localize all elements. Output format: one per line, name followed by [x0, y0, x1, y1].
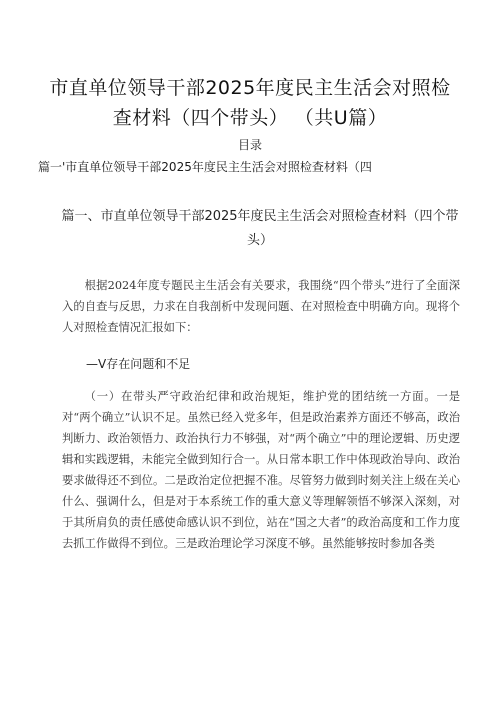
section-title: 篇一、市直单位领导干部2025年度民主生活会对照检查材料（四个带头）	[61, 209, 459, 248]
document-title-line-2: 查材料（四个带头） （共U篇）	[112, 107, 388, 129]
subheading: —V存在问题和不足	[86, 357, 191, 371]
toc-heading: 目录	[237, 138, 262, 152]
document-title-line-1: 市直单位领导干部2025年度民主生活会对照检	[49, 77, 451, 99]
body-paragraph: （一）在带头严守政治纪律和政治规矩，维护党的团结统一方面。一是对“两个确立”认识不足。虽然已经入党多年，但是政治素养方面还不够高，政治判断力、政治领悟力、政治执行力不够强，对“两个确立”中的理论逻辑、历史逻辑和实践逻辑，未能完全做到知行合一。从日常本职工作中体现政治导向、政治要求做得还不到位。二是政治定位把握不准。尽管努力做到时刻关注上级在关心什么、强调什么，但是对于本系统工作的重大意义等理解领悟不够深入深刻，对于其所肩负的责任感使命感认识不到位，站在“国之大者”的政治高度和工作力度去抓工作做得不到位。三是政治理论学习深度不够。虽然能够按时参加各类	[62, 390, 460, 550]
toc-entry[interactable]: 篇一'市直单位领导干部2025年度民主生活会对照检查材料（四	[38, 160, 372, 174]
intro-paragraph: 根据2024年度专题民主生活会有关要求，我围绕“四个带头”进行了全面深入的自查与反思，力求在自我剖析中发现问题、在对照检查中明确方向。现将个人对照检查情况汇报如下：	[62, 279, 460, 334]
